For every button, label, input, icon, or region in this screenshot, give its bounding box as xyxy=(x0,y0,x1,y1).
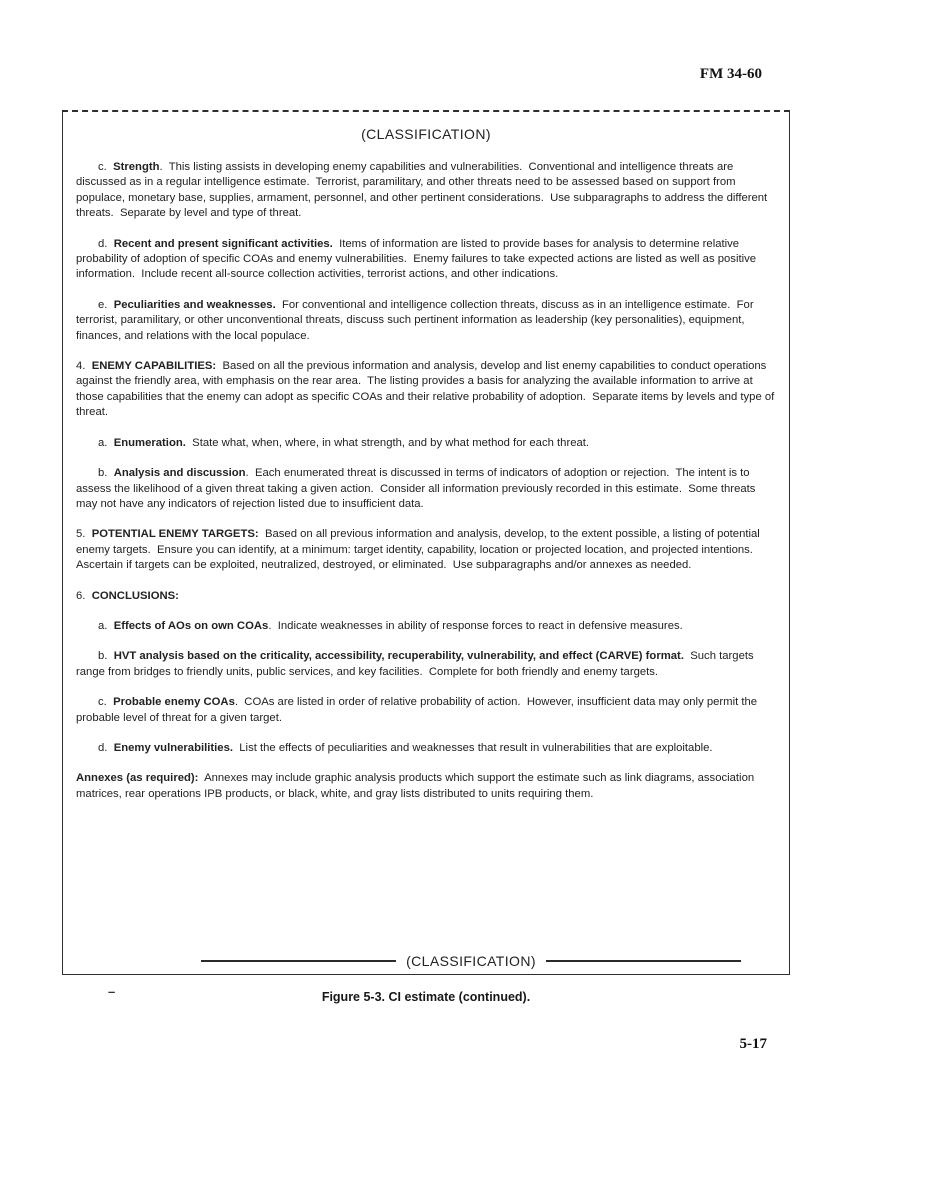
paragraph xyxy=(76,237,776,283)
paragraph-lead-bold: Recent and present significant activities. xyxy=(113,237,333,250)
paragraph-text: . COAs are listed in order of relative probability of action. However, insufficient data may only permit the probable level of threat for a given target. xyxy=(76,696,761,724)
paragraph xyxy=(76,695,776,726)
paragraph-text: For conventional and intelligence collection threats, discuss as in an intelligence estimate. For terrorist, paramilitary, or other unconventional threats, discuss such pertinent information as leadership (key personalities), equipment, finances, and relations with the local populace. xyxy=(76,298,757,342)
paragraph-text: . Each enumerated threat is discussed in terms of indicators of adoption or rejection. The intent is to assess the likelihood of a given threat taking a given action. Consider all information previously recorded in this estimate. Some threats may not have any indicators of rejection listed due to insufficient data. xyxy=(76,467,759,510)
figure-box xyxy=(62,110,790,975)
paragraph-text: c. xyxy=(98,696,114,709)
document-body xyxy=(76,160,776,802)
paragraph-text: Such targets range from bridges to friendly units, public services, and key facilities. Complete for both friendly and enemy targets. xyxy=(76,650,757,678)
paragraph-text: d. xyxy=(98,237,114,250)
paragraph-text: . Indicate weaknesses in ability of response forces to react in defensive measures. xyxy=(268,619,683,632)
paragraph xyxy=(76,649,776,680)
paragraph-text: e. xyxy=(98,298,114,311)
paragraph-text: . This listing assists in developing enemy capabilities and vulnerabilities. Conventional and intelligence threats are discussed as in a regular intelligence estimate. Terrorist, paramilitary, and other threats need to be assessed based on support from populace, monetary base, supplies, armament, personnel, and other pertinent considerations. Use subparagraphs to address the different threats. Separate by level and type of threat. xyxy=(76,161,771,220)
paragraph-lead-bold: Effects of AOs on own COAs xyxy=(113,619,269,632)
paragraph-text: 6. xyxy=(76,589,92,602)
paragraph xyxy=(76,589,776,604)
paragraph-lead-bold: Enemy vulnerabilities. xyxy=(113,741,233,754)
paragraph-text: d. xyxy=(98,741,114,754)
paragraph-text: b. xyxy=(98,467,114,480)
paragraph xyxy=(76,741,776,756)
paragraph-lead-bold: Strength xyxy=(113,161,160,173)
paragraph-text: List the effects of peculiarities and weaknesses that result in vulnerabilities that are exploitable. xyxy=(233,741,713,754)
paragraph-text: Based on all previous information and analysis, develop, to the extent possible, a listing of potential enemy targets. Ensure you can identify, at a minimum: target identity, capability, location or projected location, and projected intentions. Ascertain if targets can be exploited, neutralized, destroyed, or eliminated. Use subparagraphs and/or annexes as needed. xyxy=(76,528,763,572)
paragraph-lead-bold: Enumeration. xyxy=(113,436,186,449)
paragraph-lead-bold: POTENTIAL ENEMY TARGETS: xyxy=(91,528,259,541)
paragraph-lead-bold: HVT analysis based on the criticality, accessibility, recuperability, vulnerability, and effect (CARVE) format. xyxy=(113,650,684,663)
paragraph-lead-bold: Peculiarities and weaknesses. xyxy=(113,298,276,311)
doc-id-header: FM 34-60 xyxy=(699,66,762,82)
paragraph xyxy=(76,527,776,573)
page-number: 5-17 xyxy=(739,1036,767,1052)
classification-marking-bottom xyxy=(63,953,789,969)
stray-mark: – xyxy=(108,984,116,999)
paragraph xyxy=(76,359,776,421)
paragraph-lead-bold: Analysis and discussion xyxy=(113,467,246,480)
paragraph-text: b. xyxy=(98,650,114,663)
divider-line-right xyxy=(546,960,741,962)
paragraph-text: a. xyxy=(98,619,114,632)
paragraph-text: 5. xyxy=(76,528,92,541)
divider-line-left xyxy=(201,960,396,962)
paragraph-lead-bold: Probable enemy COAs xyxy=(113,696,235,709)
paragraph-text: Annexes may include graphic analysis products which support the estimate such as link diagrams, association matrices, rear operations IPB products, or black, white, and gray lists distributed to units requiring them. xyxy=(76,772,758,800)
paragraph-lead-bold: ENEMY CAPABILITIES: xyxy=(91,360,217,373)
figure-caption: Figure 5-3. CI estimate (continued). xyxy=(321,990,531,1004)
paragraph-text: c. xyxy=(98,161,114,173)
paragraph xyxy=(76,771,776,802)
paragraph xyxy=(76,160,776,222)
figure-caption-row xyxy=(62,988,790,1006)
paragraph-text: 4. xyxy=(76,360,92,373)
classification-bottom-label: (CLASSIFICATION) xyxy=(406,953,536,969)
paragraph-lead-bold: CONCLUSIONS: xyxy=(91,589,179,602)
paragraph xyxy=(76,466,776,512)
paragraph xyxy=(76,298,776,344)
paragraph-text: a. xyxy=(98,436,114,449)
paragraph-text: State what, when, where, in what strength, and by what method for each threat. xyxy=(185,436,590,449)
paragraph-text: Items of information are listed to provide bases for analysis to determine relative probability of adoption of specific COAs and enemy vulnerabilities. Enemy failures to take expected actions are listed as well as positive information. Include recent all-source collection activities, terrorist actions, and other indications. xyxy=(76,237,760,281)
paragraph xyxy=(76,619,776,634)
paragraph-text: Based on all the previous information and analysis, develop and list enemy capabilities to conduct operations against the friendly area, with emphasis on the rear area. The listing provides a basis for analyzing the available information to arrive at those capabilities that the enemy can adopt as specific COAs and their relative probability of adoption. Separate items by levels and type of threat. xyxy=(76,360,778,419)
paragraph xyxy=(76,436,776,451)
classification-marking-top: (CLASSIFICATION) xyxy=(361,126,491,142)
paragraph-lead-bold: Annexes (as required): xyxy=(76,772,199,785)
